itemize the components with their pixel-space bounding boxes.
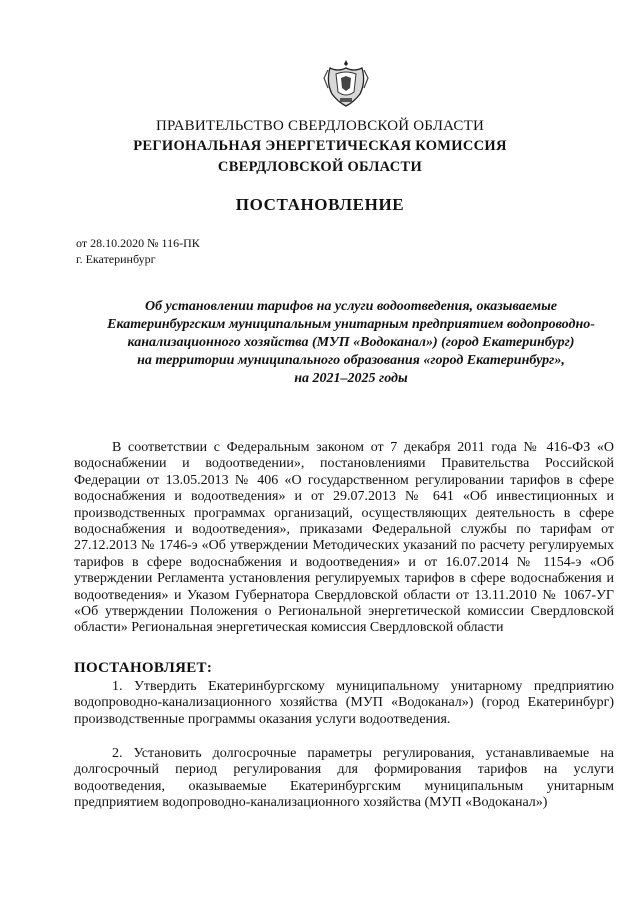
commission-name-line2: СВЕРДЛОВСКОЙ ОБЛАСТИ xyxy=(217,159,423,175)
title-line: Екатеринбургским муниципальным унитарным предприятием водопроводно- xyxy=(107,317,595,332)
title-line: на территории муниципального образования «город Екатеринбург», xyxy=(137,353,565,368)
resolves-heading: ПОСТАНОВЛЯЕТ: xyxy=(74,660,213,676)
title-line: канализационного хозяйства (МУП «Водоканал») (город Екатеринбург) xyxy=(127,335,575,350)
document-city: г. Екатеринбург xyxy=(76,252,156,266)
coat-of-arms-emblem xyxy=(322,58,370,108)
commission-name-line1: РЕГИОНАЛЬНАЯ ЭНЕРГЕТИЧЕСКАЯ КОМИССИЯ xyxy=(133,138,507,154)
title-line: Об установлении тарифов на услуги водоотведения, оказываемые xyxy=(144,299,558,314)
document-date-number: от 28.10.2020 № 116-ПК xyxy=(76,236,200,250)
document-type: ПОСТАНОВЛЕНИЕ xyxy=(235,195,405,214)
document-title xyxy=(70,298,632,388)
government-name: ПРАВИТЕЛЬСТВО СВЕРДЛОВСКОЙ ОБЛАСТИ xyxy=(155,118,485,134)
title-line: на 2021–2025 годы xyxy=(294,371,408,386)
item-2-paragraph: 2. Установить долгосрочные параметры регулирования, устанавливаемые на долгосрочный период регулирования для формирования тарифов на услуги водоотведения, оказываемые Екатеринбургским муниципальным унитарным предприятием водопроводно-канализационного хозяйства (МУП «Водоканал») xyxy=(74,746,614,811)
preamble-paragraph: В соответствии с Федеральным законом от 7 декабря 2011 года № 416-ФЗ «О водоснабжении и водоотведении», постановлениями Правительства Российской Федерации от 13.05.2013 № 406 «О государственном регулировании тарифов в сфере водоснабжения и водоотведения» и от 29.07.2013 № 641 «Об инвестиционных и производственных программах организаций, осуществляющих деятельность в сфере водоснабжения и водоотведения», приказами Федеральной службы по тарифам от 27.12.2013 № 1746-э «Об утверждении Методических указаний по расчету регулируемых тарифов в сфере водоснабжения и водоотведения» и от 16.07.2014 № 1154-э «Об утверждении Регламента установления регулируемых тарифов в сфере водоснабжения и водоотведения» и Указом Губернатора Свердловской области от 13.11.2010 № 1067-УГ «Об утверждении Положения о Региональной энергетической комиссии Свердловской области» Региональная энергетическая комиссия Свердловской области xyxy=(74,440,614,636)
item-1-paragraph: 1. Утвердить Екатеринбургскому муниципальному унитарному предприятию водопроводно-канализационного хозяйства (МУП «Водоканал») (город Екатеринбург) производственные программы оказания услуги водоотведения. xyxy=(74,679,614,727)
